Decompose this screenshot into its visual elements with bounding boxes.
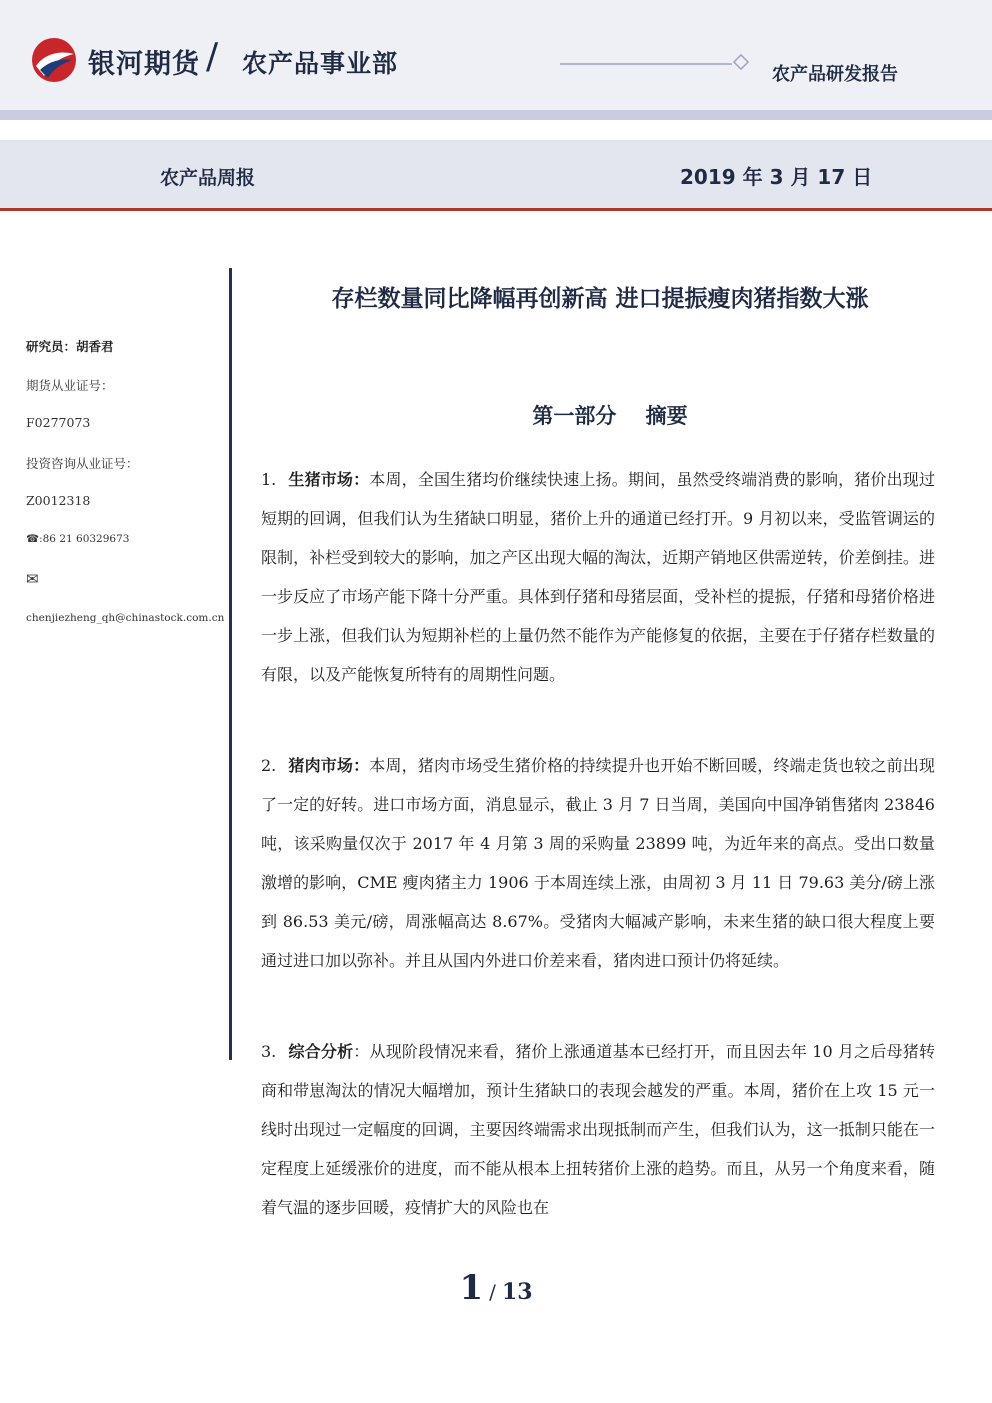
futures-cert-number: F0277073: [26, 415, 91, 430]
current-page: 1: [459, 1268, 484, 1308]
item-text: 本周，猪肉市场受生猪价格的持续提升也开始不断回暖，终端走货也较之前出现了一定的好转。进口市场方面，消息显示，截止 3 月 7 日当周，美国向中国净销售猪肉 23846 吨，该采购量仅次于 2017 年 4 月第 3 周的采购量 23899 吨，为近年来的高点。受出口数量激增的影响，CME 瘦肉猪主力 1906 于本周连续上涨，由周初 3 月 11 日 79.63 美分/磅上涨到 86.53 美元/磅，周涨幅高达 8.67%。受猪肉大幅减产影响，未来生猪的缺口很大程度上要通过进口加以弥补。并且从国内外进口价差来看，猪肉进口预计仍将延续。: [261, 756, 935, 970]
page-number: [0, 1268, 992, 1308]
consult-cert-number: Z0012318: [26, 493, 91, 508]
consult-cert-label: 投资咨询从业证号：: [26, 456, 139, 471]
decorative-line-icon: [560, 52, 760, 76]
report-name: 农产品周报: [160, 167, 256, 189]
total-pages: 13: [501, 1279, 533, 1305]
item-heading: 猪肉市场：: [288, 756, 370, 775]
item-number: 2.: [261, 756, 277, 775]
item-text: 本周，全国生猪均价继续快速上扬。期间，虽然受终端消费的影响，猪价出现过短期的回调，但我们认为生猪缺口明显，猪价上升的通道已经打开。9 月初以来，受监管调运的限制，补栏受到较大的影响，加之产区出现大幅的淘汰，近期产销地区供需逆转，价差倒挂。进一步反应了市场产能下降十分严重。具体到仔猪和母猪层面，受补栏的提振，仔猪和母猪价格进一步上涨，但我们认为短期补栏的上量仍然不能作为产能修复的依据，主要在于仔猪存栏数量的有限，以及产能恢复所特有的周期性问题。: [261, 470, 935, 684]
item-heading: 生猪市场：: [288, 470, 370, 489]
page-separator: /: [489, 1280, 496, 1304]
phone-number: ☎:86 21 60329673: [26, 533, 130, 545]
summary-item-analysis: [261, 1032, 935, 1227]
header-gap: [0, 120, 992, 140]
researcher-name: 研究员：胡香君: [26, 339, 114, 354]
item-number: 1.: [261, 470, 277, 489]
email-address[interactable]: chenjiezheng_qh@chinastock.com.cn: [26, 612, 225, 624]
summary-item-pork-market: [261, 746, 935, 980]
futures-cert-label: 期货从业证号：: [26, 378, 114, 393]
summary-item-pig-market: [261, 460, 935, 694]
header-stripe: [0, 110, 992, 120]
galaxy-logo-icon: [30, 36, 78, 84]
report-date: 2019 年 3 月 17 日: [680, 165, 873, 189]
report-type: 农产品研发报告: [772, 64, 898, 85]
email-icon: ✉: [26, 570, 39, 588]
division-name: 农产品事业部: [242, 49, 399, 78]
header-slash: /: [206, 36, 219, 77]
section-title: 第一部分 摘要: [532, 404, 688, 428]
item-heading: 综合分析: [288, 1042, 354, 1061]
report-title: 存栏数量同比降幅再创新高 进口提振瘦肉猪指数大涨: [331, 286, 869, 312]
sidebar-divider: [229, 268, 232, 1060]
item-number: 3.: [261, 1042, 277, 1061]
item-text: ：从现阶段情况来看，猪价上涨通道基本已经打开，而且因去年 10 月之后母猪转商和带崽淘汰的情况大幅增加，预计生猪缺口的表现会越发的严重。本周，猪价在上攻 15 元一线时出现过一定幅度的回调，主要因终端需求出现抵制而产生，但我们认为，这一抵制只能在一定程度上延缓涨价的进度，而不能从根本上扭转猪价上涨的趋势。而且，从另一个角度来看，随着气温的逐步回暖，疫情扩大的风险也在: [261, 1042, 935, 1217]
subheader-rule: [0, 208, 992, 211]
company-name: 银河期货: [88, 49, 200, 80]
